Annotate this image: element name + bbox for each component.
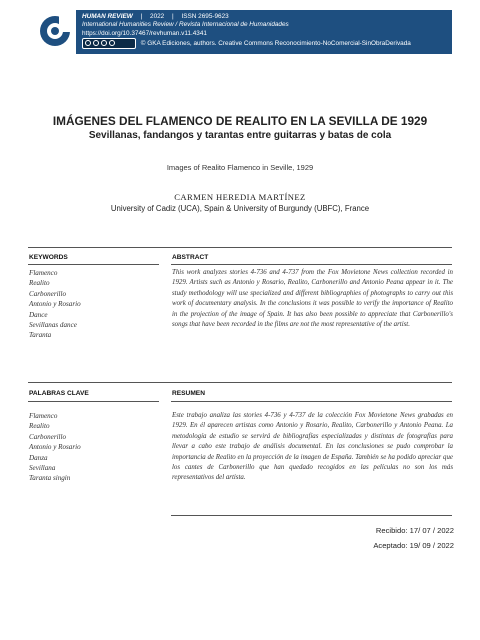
journal-name: HUMAN REVIEW <box>82 13 133 20</box>
author-name: CARMEN HEREDIA MARTÍNEZ <box>174 192 306 202</box>
abstract-underline <box>171 264 452 265</box>
journal-subtitle: International Humanities Review / Revista Internacional de Humanidades <box>82 21 289 29</box>
keywords-label: KEYWORDS <box>29 254 68 261</box>
palabras-clave-list <box>29 411 149 484</box>
resumen-text: Este trabajo analiza las stories 4-736 y 4-737 de la colección Fox Movietone News grabadas en 1929. En él aparecen artistas como Antonio y Rosario, Realito, Carbonerillo y Antonio Peana. La metodología de estudio se servirá de bibliografías especializadas y distintas de fotografías para llevar a cabo este trabajo de análisis documental. En las conclusiones se pudo comprobar la importancia de Realito en la proyección de la imagen de España. También se ha podido apreciar que los cantes de Carbonerillo que han quedado recogidos en las películas no son los más representativos del artista. <box>172 412 453 482</box>
received-date: Recibido: 17/ 07 / 2022 <box>375 526 454 535</box>
author-affiliation: University of Cadiz (UCA), Spain & University of Burgundy (UBFC), France <box>110 204 370 213</box>
resumen-underline <box>171 401 452 402</box>
article-subtitle: Sevillanas, fandangos y tarantas entre guitarras y batas de cola <box>88 130 392 141</box>
keyword-item: Taranta singin <box>29 474 71 483</box>
abstract-label: ABSTRACT <box>172 254 209 261</box>
keywords-underline <box>28 264 159 265</box>
keyword-item: Carbonerillo <box>29 432 67 441</box>
section-divider <box>28 247 452 248</box>
palabras-clave-underline <box>28 401 159 402</box>
creative-commons-badge-icon <box>82 38 136 49</box>
keyword-item: Antonio y Rosario <box>29 300 81 309</box>
keyword-item: Realito <box>29 279 50 288</box>
dates-divider <box>171 515 452 516</box>
keyword-item: Dance <box>29 310 48 319</box>
journal-logo-icon <box>38 14 72 48</box>
keywords-list <box>29 268 149 341</box>
keyword-item: Taranta <box>29 331 52 340</box>
doi-link[interactable]: https://doi.org/10.37467/revhuman.v11.4341 <box>82 29 207 37</box>
keyword-item: Danza <box>29 453 48 462</box>
abstract-text: This work analyzes stories 4-736 and 4-737 from the Fox Movietone News collection recorded in 1929. Artists such as Antonio y Rosario, Realito, Carbonerillo and Antonio Peana appear in it. The study methodology will use specialized and different bibliographies of photographs to carry out this work of documentary analysis. In the conclusions it was possible to verify the importance of Realito in the projection of the image of Spain. It has also been possible to appreciate that Carbonerillo's songs that have been recorded in the films are not the most representative of the artist. <box>172 269 453 329</box>
accepted-date: Aceptado: 19/ 09 / 2022 <box>373 541 454 550</box>
keyword-item: Carbonerillo <box>29 289 67 298</box>
keyword-item: Realito <box>29 422 50 431</box>
article-title: IMÁGENES DEL FLAMENCO DE REALITO EN LA SEVILLA DE 1929 <box>52 114 428 128</box>
section-divider <box>28 382 452 383</box>
resumen-label: RESUMEN <box>172 390 205 397</box>
keyword-item: Sevillanas dance <box>29 321 77 330</box>
journal-banner: HUMAN REVIEW | 2022 | ISSN 2695-9623 International Humanities Review / Revista Internacional de Humanidades https://doi.org/10.37467/revhuman.v11.4341 © GKA Ediciones, authors. Creative Commons Reconocimiento-NoComercial-SinObraDerivada <box>76 10 452 54</box>
english-title: Images of Realito Flamenco in Seville, 1929 <box>166 163 314 172</box>
license-text: © GKA Ediciones, authors. Creative Commons Reconocimiento-NoComercial-SinObraDerivada <box>140 40 411 48</box>
palabras-clave-label: PALABRAS CLAVE <box>29 390 89 397</box>
keyword-item: Antonio y Rosario <box>29 443 81 452</box>
keyword-item: Sevillana <box>29 464 56 473</box>
keyword-item: Flamenco <box>29 269 58 277</box>
keyword-item: Flamenco <box>29 412 58 420</box>
journal-issn: ISSN 2695-9623 <box>181 13 229 20</box>
journal-year: 2022 <box>150 13 165 20</box>
